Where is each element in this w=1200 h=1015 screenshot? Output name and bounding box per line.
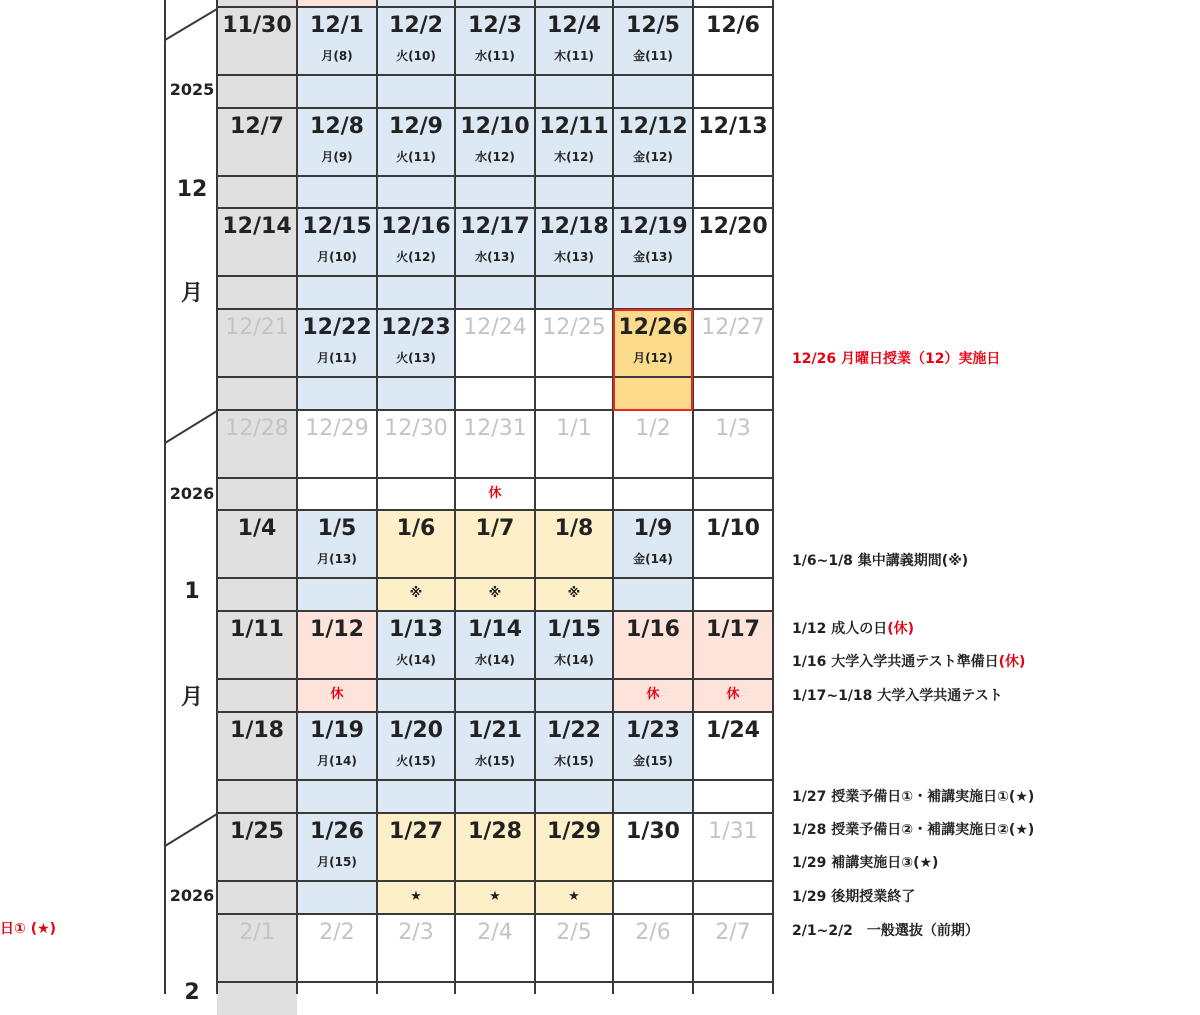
row-line — [217, 577, 774, 579]
note-0117: 1/17~1/18 大学入学共通テスト — [792, 688, 1003, 704]
day-cell-11-30 — [217, 7, 297, 75]
day-cell-12-25 — [535, 309, 613, 377]
day-note-cell — [297, 377, 377, 410]
day-date: 2/5 — [556, 920, 592, 945]
day-class-count: 金(11) — [633, 49, 673, 63]
year-label-2026-b: 2026 — [169, 886, 215, 905]
clipped-note: 日① (★) — [0, 921, 57, 937]
row-line — [217, 509, 774, 511]
month-label-2: 2 — [184, 980, 200, 1005]
day-date: 12/8 — [310, 114, 364, 139]
day-note-cell — [217, 982, 297, 1015]
day-cell-12-16 — [377, 208, 455, 276]
asterisk-mark: ※ — [488, 586, 502, 601]
day-date: 1/4 — [237, 516, 277, 541]
row-line — [217, 812, 774, 814]
day-date: 2/4 — [477, 920, 513, 945]
day-cell-12-2 — [377, 7, 455, 75]
day-note-cell — [455, 377, 535, 410]
day-cell-1-30 — [613, 813, 693, 881]
day-date: 12/5 — [626, 13, 680, 38]
day-class-count: 金(12) — [633, 150, 673, 164]
day-date: 1/24 — [706, 718, 760, 743]
day-note-cell — [693, 276, 773, 309]
day-date: 12/29 — [305, 416, 369, 441]
day-note-cell — [217, 478, 297, 511]
row-line — [217, 678, 774, 680]
note-0201: 2/1~2/2 一般選抜（前期） — [792, 923, 979, 939]
day-class-count: 火(12) — [396, 250, 436, 264]
month-label-12: 12 — [176, 177, 208, 202]
day-cell-1-11 — [217, 611, 297, 679]
day-date: 2/7 — [715, 920, 751, 945]
day-note-cell — [377, 881, 455, 914]
note-0116-holiday: (休) — [998, 654, 1026, 670]
day-cell-1-10 — [693, 510, 773, 578]
day-cell-1-6 — [377, 510, 455, 578]
day-date: 12/17 — [460, 214, 530, 239]
day-class-count: 木(13) — [554, 250, 594, 264]
day-note-cell — [297, 478, 377, 511]
day-date: 12/4 — [547, 13, 601, 38]
day-cell-1-13 — [377, 611, 455, 679]
day-cell-12-6 — [693, 7, 773, 75]
day-cell-12-22 — [297, 309, 377, 377]
day-note-cell — [377, 75, 455, 108]
day-date: 1/16 — [626, 617, 680, 642]
day-cell-12-28 — [217, 410, 297, 478]
note-0116-text: 1/16 大学入学共通テスト準備日 — [792, 654, 999, 670]
day-cell-1-9 — [613, 510, 693, 578]
col-line — [296, 0, 298, 994]
day-note-cell — [613, 780, 693, 813]
day-note-cell — [217, 881, 297, 914]
row-line — [217, 275, 774, 277]
day-note-cell — [693, 881, 773, 914]
day-cell-1-5 — [297, 510, 377, 578]
day-note-cell — [613, 478, 693, 511]
day-cell-2-1 — [217, 914, 297, 982]
day-cell-12-1 — [297, 7, 377, 75]
day-class-count: 金(15) — [633, 754, 673, 768]
day-date: 12/11 — [539, 114, 609, 139]
col-line — [454, 0, 456, 994]
year-label-2026-a: 2026 — [169, 484, 215, 503]
day-date: 12/24 — [463, 315, 527, 340]
day-date: 12/18 — [539, 214, 609, 239]
day-class-count: 木(14) — [554, 653, 594, 667]
day-date: 12/30 — [384, 416, 448, 441]
day-cell-12-20 — [693, 208, 773, 276]
day-cell-2-5 — [535, 914, 613, 982]
star-mark: ★ — [410, 889, 422, 904]
day-class-count: 月(15) — [317, 855, 357, 869]
day-note-cell — [693, 478, 773, 511]
day-date: 1/21 — [468, 718, 522, 743]
day-class-count: 火(11) — [396, 150, 436, 164]
day-note-cell — [455, 982, 535, 1015]
day-date: 12/28 — [225, 416, 289, 441]
day-cell-1-29 — [535, 813, 613, 881]
day-class-count: 水(14) — [475, 653, 515, 667]
day-note-cell — [455, 276, 535, 309]
day-note-cell — [297, 276, 377, 309]
day-class-count: 月(14) — [317, 754, 357, 768]
note-0129-end: 1/29 後期授業終了 — [792, 889, 916, 905]
day-date: 12/19 — [618, 214, 688, 239]
day-date: 1/19 — [310, 718, 364, 743]
month-kanji-12: 月 — [180, 281, 203, 306]
day-date: 1/1 — [556, 416, 592, 441]
day-note-cell — [297, 881, 377, 914]
day-date: 11/30 — [222, 13, 292, 38]
day-cell-12-7 — [217, 108, 297, 176]
day-cell-1-31 — [693, 813, 773, 881]
day-date: 12/15 — [302, 214, 372, 239]
day-note-cell — [455, 881, 535, 914]
day-note-cell — [217, 377, 297, 410]
day-date: 12/25 — [542, 315, 606, 340]
holiday-mark: 休 — [330, 687, 344, 702]
day-date: 12/23 — [381, 315, 451, 340]
day-note-cell — [297, 176, 377, 209]
day-date: 12/1 — [310, 13, 364, 38]
day-note-cell — [613, 578, 693, 611]
day-date: 1/6 — [396, 516, 436, 541]
day-class-count: 火(15) — [396, 754, 436, 768]
month-kanji-1: 月 — [180, 685, 203, 710]
day-note-cell — [217, 75, 297, 108]
day-cell-1-2 — [613, 410, 693, 478]
holiday-mark: 休 — [488, 486, 502, 501]
row-line — [217, 880, 774, 882]
row-line — [217, 175, 774, 177]
col-line — [376, 0, 378, 994]
day-note-cell — [613, 679, 693, 712]
day-class-count: 月(13) — [317, 552, 357, 566]
day-note-cell — [377, 982, 455, 1015]
note-0116 — [792, 653, 1025, 671]
day-cell-1-15 — [535, 611, 613, 679]
day-date: 12/12 — [618, 114, 688, 139]
day-date: 12/16 — [381, 214, 451, 239]
day-cell-2-7 — [693, 914, 773, 982]
day-cell-1-1 — [535, 410, 613, 478]
day-cell-12-23 — [377, 309, 455, 377]
day-note-cell — [455, 679, 535, 712]
note-0112 — [792, 620, 914, 638]
day-note-cell — [535, 377, 613, 410]
note-0112-holiday: (休) — [887, 621, 915, 637]
day-note-cell — [613, 276, 693, 309]
day-date: 1/29 — [547, 819, 601, 844]
day-note-cell — [613, 982, 693, 1015]
day-date: 2/1 — [239, 920, 275, 945]
day-note-cell — [535, 578, 613, 611]
day-cell-1-26 — [297, 813, 377, 881]
day-cell-12-31 — [455, 410, 535, 478]
day-class-count: 金(13) — [633, 250, 673, 264]
day-cell-12-30 — [377, 410, 455, 478]
day-note-cell — [377, 176, 455, 209]
row-line — [217, 477, 774, 479]
day-note-cell — [377, 276, 455, 309]
asterisk-mark: ※ — [567, 586, 581, 601]
day-cell-1-25 — [217, 813, 297, 881]
day-class-count: 金(14) — [633, 552, 673, 566]
month-label-1: 1 — [184, 579, 200, 604]
day-class-count: 水(13) — [475, 250, 515, 264]
day-note-cell — [455, 780, 535, 813]
day-cell-1-18 — [217, 712, 297, 780]
day-cell-1-28 — [455, 813, 535, 881]
highlight-1226 — [613, 309, 693, 411]
day-note-cell — [535, 982, 613, 1015]
day-note-cell — [377, 679, 455, 712]
day-class-count: 月(10) — [317, 250, 357, 264]
day-note-cell — [535, 176, 613, 209]
day-cell-12-13 — [693, 108, 773, 176]
day-date: 1/8 — [554, 516, 594, 541]
day-date: 12/26 — [618, 315, 688, 340]
day-class-count: 火(14) — [396, 653, 436, 667]
day-date: 1/13 — [389, 617, 443, 642]
day-note-cell — [613, 176, 693, 209]
day-note-cell — [535, 679, 613, 712]
day-cell-1-21 — [455, 712, 535, 780]
day-class-count: 木(12) — [554, 150, 594, 164]
day-note-cell — [377, 377, 455, 410]
star-mark: ★ — [568, 889, 580, 904]
day-date: 12/3 — [468, 13, 522, 38]
holiday-mark: 休 — [646, 687, 660, 702]
day-date: 12/22 — [302, 315, 372, 340]
row-line — [217, 981, 774, 983]
day-cell-2-4 — [455, 914, 535, 982]
day-class-count: 月(11) — [317, 351, 357, 365]
day-cell-1-17 — [693, 611, 773, 679]
day-note-cell — [217, 679, 297, 712]
day-note-cell — [693, 679, 773, 712]
note-0129-makeup: 1/29 補講実施日③(★) — [792, 855, 939, 871]
day-date: 12/20 — [698, 214, 768, 239]
day-cell-2-2 — [297, 914, 377, 982]
day-date: 2/6 — [635, 920, 671, 945]
day-note-cell — [455, 478, 535, 511]
day-date: 1/18 — [230, 718, 284, 743]
day-cell-12-3 — [455, 7, 535, 75]
day-cell-1-19 — [297, 712, 377, 780]
day-cell-12-29 — [297, 410, 377, 478]
col-line — [612, 0, 614, 994]
day-date: 12/13 — [698, 114, 768, 139]
day-date: 1/27 — [389, 819, 443, 844]
day-note-cell — [535, 276, 613, 309]
day-note-cell — [297, 982, 377, 1015]
day-date: 1/31 — [708, 819, 758, 844]
day-note-cell — [693, 780, 773, 813]
day-date: 12/9 — [389, 114, 443, 139]
day-note-cell — [217, 578, 297, 611]
day-date: 2/2 — [319, 920, 355, 945]
row-line — [217, 779, 774, 781]
day-note-cell — [693, 982, 773, 1015]
day-class-count: 月(9) — [321, 150, 353, 164]
day-cell-12-24 — [455, 309, 535, 377]
day-date: 12/31 — [463, 416, 527, 441]
row-line — [217, 74, 774, 76]
day-cell-12-10 — [455, 108, 535, 176]
col-line — [534, 0, 536, 994]
day-note-cell — [377, 780, 455, 813]
day-date: 12/27 — [701, 315, 765, 340]
day-date: 1/7 — [475, 516, 515, 541]
col-line — [772, 0, 774, 994]
day-cell-1-27 — [377, 813, 455, 881]
day-note-cell — [297, 578, 377, 611]
note-intensive: 1/6~1/8 集中講義期間(※) — [792, 553, 969, 569]
day-cell-1-8 — [535, 510, 613, 578]
day-cell-12-11 — [535, 108, 613, 176]
day-date: 1/10 — [706, 516, 760, 541]
day-date: 2/3 — [398, 920, 434, 945]
day-cell-12-8 — [297, 108, 377, 176]
day-cell-12-9 — [377, 108, 455, 176]
day-cell-12-27 — [693, 309, 773, 377]
day-note-cell — [535, 75, 613, 108]
day-date: 1/9 — [633, 516, 673, 541]
day-cell-1-23 — [613, 712, 693, 780]
row-line — [217, 913, 774, 915]
day-date: 12/14 — [222, 214, 292, 239]
day-cell-12-17 — [455, 208, 535, 276]
day-class-count: 月(8) — [321, 49, 353, 63]
day-note-cell — [377, 578, 455, 611]
day-cell-12-19 — [613, 208, 693, 276]
day-date: 12/10 — [460, 114, 530, 139]
day-cell-1-12 — [297, 611, 377, 679]
day-cell-1-22 — [535, 712, 613, 780]
day-cell-2-3 — [377, 914, 455, 982]
day-note-cell — [455, 176, 535, 209]
day-date: 1/5 — [317, 516, 357, 541]
day-note-cell — [217, 276, 297, 309]
day-class-count: 木(15) — [554, 754, 594, 768]
day-date: 12/2 — [389, 13, 443, 38]
day-class-count: 火(10) — [396, 49, 436, 63]
row-line — [217, 107, 774, 109]
day-date: 1/25 — [230, 819, 284, 844]
day-cell-12-21 — [217, 309, 297, 377]
day-cell-12-4 — [535, 7, 613, 75]
row-line — [217, 207, 774, 209]
day-cell-1-4 — [217, 510, 297, 578]
day-note-cell — [693, 176, 773, 209]
day-cell-2-6 — [613, 914, 693, 982]
day-date: 1/28 — [468, 819, 522, 844]
day-cell-12-15 — [297, 208, 377, 276]
day-note-cell — [693, 578, 773, 611]
day-cell-12-18 — [535, 208, 613, 276]
row-line — [217, 711, 774, 713]
day-date: 12/7 — [230, 114, 284, 139]
day-date: 1/14 — [468, 617, 522, 642]
holiday-mark: 休 — [726, 687, 740, 702]
day-note-cell — [613, 75, 693, 108]
day-note-cell — [455, 578, 535, 611]
day-note-cell — [217, 780, 297, 813]
day-note-cell — [217, 176, 297, 209]
day-date: 1/11 — [230, 617, 284, 642]
day-note-cell — [535, 780, 613, 813]
day-note-cell — [693, 377, 773, 410]
day-note-cell — [613, 881, 693, 914]
day-date: 1/17 — [706, 617, 760, 642]
row-line — [217, 6, 774, 8]
asterisk-mark: ※ — [409, 586, 423, 601]
day-note-cell — [297, 75, 377, 108]
day-note-cell — [297, 780, 377, 813]
note-0112-text: 1/12 成人の日 — [792, 621, 888, 637]
day-date: 1/15 — [547, 617, 601, 642]
year-label-2025: 2025 — [169, 80, 215, 99]
day-cell-1-16 — [613, 611, 693, 679]
day-cell-12-5 — [613, 7, 693, 75]
day-cell-1-20 — [377, 712, 455, 780]
day-date: 1/26 — [310, 819, 364, 844]
day-date: 1/12 — [310, 617, 364, 642]
day-date: 1/22 — [547, 718, 601, 743]
note-1226: 12/26 月曜日授業（12）実施日 — [792, 351, 1001, 367]
day-date: 1/23 — [626, 718, 680, 743]
day-class-count: 水(15) — [475, 754, 515, 768]
day-cell-12-14 — [217, 208, 297, 276]
day-cell-12-12 — [613, 108, 693, 176]
day-note-cell — [455, 75, 535, 108]
day-date: 1/30 — [626, 819, 680, 844]
day-class-count: 水(12) — [475, 150, 515, 164]
day-class-count: 木(11) — [554, 49, 594, 63]
note-0127: 1/27 授業予備日①・補講実施日①(★) — [792, 789, 1035, 805]
day-note-cell — [693, 75, 773, 108]
note-0128: 1/28 授業予備日②・補講実施日②(★) — [792, 822, 1035, 838]
day-date: 12/21 — [225, 315, 289, 340]
day-class-count: 月(12) — [633, 351, 673, 365]
star-mark: ★ — [489, 889, 501, 904]
day-date: 1/2 — [635, 416, 671, 441]
day-cell-1-14 — [455, 611, 535, 679]
day-cell-1-7 — [455, 510, 535, 578]
day-note-cell — [535, 881, 613, 914]
col-line — [692, 0, 694, 994]
day-date: 1/20 — [389, 718, 443, 743]
day-note-cell — [377, 478, 455, 511]
day-note-cell — [297, 679, 377, 712]
day-class-count: 火(13) — [396, 351, 436, 365]
day-cell-1-24 — [693, 712, 773, 780]
day-cell-1-3 — [693, 410, 773, 478]
row-line — [217, 610, 774, 612]
day-date: 1/3 — [715, 416, 751, 441]
day-class-count: 水(11) — [475, 49, 515, 63]
day-date: 12/6 — [706, 13, 760, 38]
day-note-cell — [535, 478, 613, 511]
